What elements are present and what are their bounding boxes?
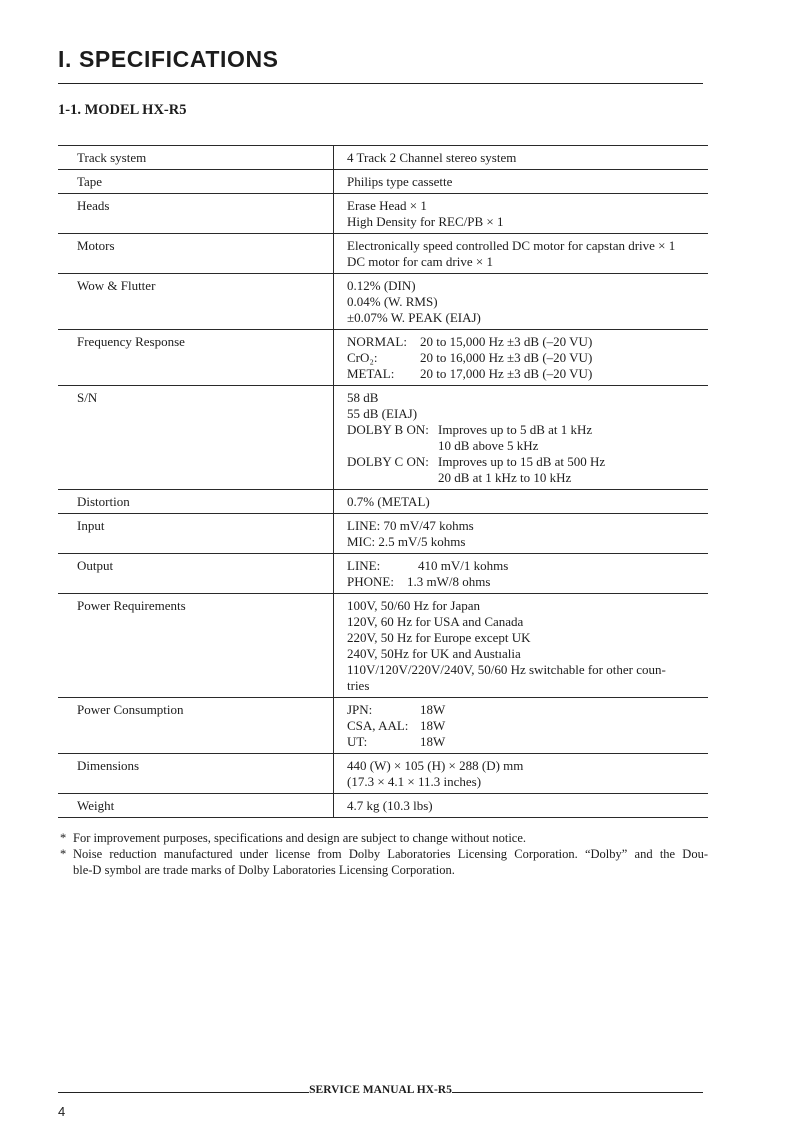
spec-value-line (347, 438, 708, 454)
title-rule (58, 83, 703, 84)
spec-value (333, 594, 708, 697)
spec-key: METAL: (347, 366, 395, 381)
spec-key-value: 20 to 17,000 Hz ±3 dB (–20 VU) (420, 366, 593, 381)
spec-row-sn (58, 385, 708, 489)
spec-value (333, 386, 708, 489)
spec-label: S/N (77, 390, 98, 405)
footnote-text (73, 846, 708, 878)
spec-value-line: 110V/120V/220V/240V, 50/60 Hz switchable for other coun- (347, 662, 666, 677)
spec-key-value: 20 to 15,000 Hz ±3 dB (–20 VU) (420, 334, 593, 349)
spec-value-line (347, 470, 708, 486)
spec-key-value: 10 dB above 5 kHz (438, 438, 539, 453)
spec-value-line (347, 454, 708, 470)
spec-key: DOLBY C ON: (347, 454, 429, 469)
spec-label: Power Consumption (77, 702, 184, 717)
spec-row-output (58, 553, 708, 593)
spec-label: Input (77, 518, 105, 533)
spec-label: Output (77, 558, 114, 573)
spec-value (333, 146, 708, 169)
spec-key: UT: (347, 734, 368, 749)
footnote-mark: * (60, 847, 67, 861)
spec-row-dimensions (58, 753, 708, 793)
spec-label: Tape (77, 174, 103, 189)
section-heading: 1-1. MODEL HX-R5 (58, 102, 187, 118)
footnote-line: For improvement purposes, specifications and design are subject to change without notice. (73, 831, 527, 845)
spec-value-line: 4 Track 2 Channel stereo system (347, 150, 517, 165)
footnote (58, 830, 708, 846)
spec-value-line (347, 350, 708, 366)
spec-value-line: MIC: 2.5 mV/5 kohms (347, 534, 466, 549)
spec-value-line (347, 702, 708, 718)
page-number: 4 (58, 1104, 66, 1119)
footer-rule-right (452, 1092, 703, 1093)
spec-label: Power Requirements (77, 598, 186, 613)
spec-value (333, 514, 708, 553)
spec-value-line: Electronically speed controlled DC motor for capstan drive × 1 (347, 238, 676, 253)
spec-value (333, 794, 708, 817)
spec-value-line: 4.7 kg (10.3 lbs) (347, 798, 433, 813)
spec-row-power-requirements (58, 593, 708, 697)
spec-label: Heads (77, 198, 110, 213)
spec-value-line: 220V, 50 Hz for Europe except UK (347, 630, 531, 645)
spec-row-input (58, 513, 708, 553)
spec-row-tape (58, 169, 708, 193)
page-footer (58, 1083, 703, 1097)
spec-key-value: 18W (420, 702, 446, 717)
spec-value-line: 120V, 60 Hz for USA and Canada (347, 614, 524, 629)
spec-label: Weight (77, 798, 115, 813)
spec-value-line (347, 574, 708, 590)
spec-value (333, 554, 708, 593)
spec-row-distortion (58, 489, 708, 513)
spec-value-line: LINE: 70 mV/47 kohms (347, 518, 474, 533)
spec-value (333, 234, 708, 273)
spec-key-value: Improves up to 5 dB at 1 kHz (438, 422, 593, 437)
spec-row-motors (58, 233, 708, 273)
spec-value-line: 240V, 50Hz for UK and Austıalia (347, 646, 521, 661)
spec-label: Track system (77, 150, 147, 165)
spec-value-line: (17.3 × 4.1 × 11.3 inches) (347, 774, 482, 789)
spec-key: CrO₂: (347, 350, 378, 365)
spec-value-line: Erase Head × 1 (347, 198, 427, 213)
footnote-mark: * (60, 831, 67, 845)
spec-key: NORMAL: (347, 334, 407, 349)
spec-key: DOLBY B ON: (347, 422, 429, 437)
spec-value-line: Philips type cassette (347, 174, 453, 189)
spec-value-line: 55 dB (EIAJ) (347, 406, 418, 421)
page-title: I. SPECIFICATIONS (58, 46, 279, 72)
spec-value (333, 330, 708, 385)
spec-key-value: 20 to 16,000 Hz ±3 dB (–20 VU) (420, 350, 593, 365)
spec-key: JPN: (347, 702, 373, 717)
spec-key: LINE: (347, 558, 381, 573)
spec-row-weight (58, 793, 708, 817)
footnotes (58, 830, 708, 878)
spec-value-line: 440 (W) × 105 (H) × 288 (D) mm (347, 758, 524, 773)
spec-row-power-consumption (58, 697, 708, 753)
spec-value-line: 0.12% (DIN) (347, 278, 416, 293)
spec-value-line: 100V, 50/60 Hz for Japan (347, 598, 480, 613)
spec-value-line: DC motor for cam drive × 1 (347, 254, 493, 269)
spec-key-value: 410 mV/1 kohms (418, 558, 509, 573)
spec-value-line: ±0.07% W. PEAK (EIAJ) (347, 310, 481, 325)
spec-value-line (347, 558, 708, 574)
spec-table (58, 145, 708, 818)
spec-row-track-system (58, 145, 708, 169)
spec-row-wow-flutter (58, 273, 708, 329)
spec-key-value: 1.3 mW/8 ohms (407, 574, 491, 589)
footer-rule-left (58, 1092, 309, 1093)
footnote (58, 846, 708, 878)
spec-row-heads (58, 193, 708, 233)
spec-value-line (347, 718, 708, 734)
spec-label: Motors (77, 238, 115, 253)
spec-value-line (347, 334, 708, 350)
spec-value-line (347, 422, 708, 438)
spec-key-value: 20 dB at 1 kHz to 10 kHz (438, 470, 572, 485)
spec-value-line: 0.04% (W. RMS) (347, 294, 438, 309)
footnote-text (73, 830, 708, 846)
spec-value-line: tries (347, 678, 370, 693)
spec-value (333, 698, 708, 753)
spec-row-frequency-response (58, 329, 708, 385)
spec-label: Distortion (77, 494, 130, 509)
spec-label: Dimensions (77, 758, 140, 773)
spec-value-line (347, 734, 708, 750)
spec-value (333, 754, 708, 793)
spec-key-value: Improves up to 15 dB at 500 Hz (438, 454, 606, 469)
footnote-line: Noise reduction manufactured under license from Dolby Laboratories Licensing Corporation. “Dolby” and the Dou- (73, 847, 708, 861)
spec-value-line (347, 366, 708, 382)
spec-value-line: 0.7% (METAL) (347, 494, 430, 509)
spec-value (333, 490, 708, 513)
spec-key-value: 18W (420, 734, 446, 749)
spec-value-line: High Density for REC/PB × 1 (347, 214, 504, 229)
spec-key: CSA, AAL: (347, 718, 409, 733)
spec-value (333, 170, 708, 193)
spec-value (333, 274, 708, 329)
footer-title: SERVICE MANUAL HX-R5 (309, 1084, 452, 1096)
spec-label: Wow & Flutter (77, 278, 156, 293)
spec-key-value: 18W (420, 718, 446, 733)
spec-key: PHONE: (347, 574, 394, 589)
spec-value (333, 194, 708, 233)
spec-label: Frequency Response (77, 334, 185, 349)
footnote-line: ble-D symbol are trade marks of Dolby Laboratories Licensing Corporation. (73, 863, 455, 877)
spec-value-line: 58 dB (347, 390, 379, 405)
